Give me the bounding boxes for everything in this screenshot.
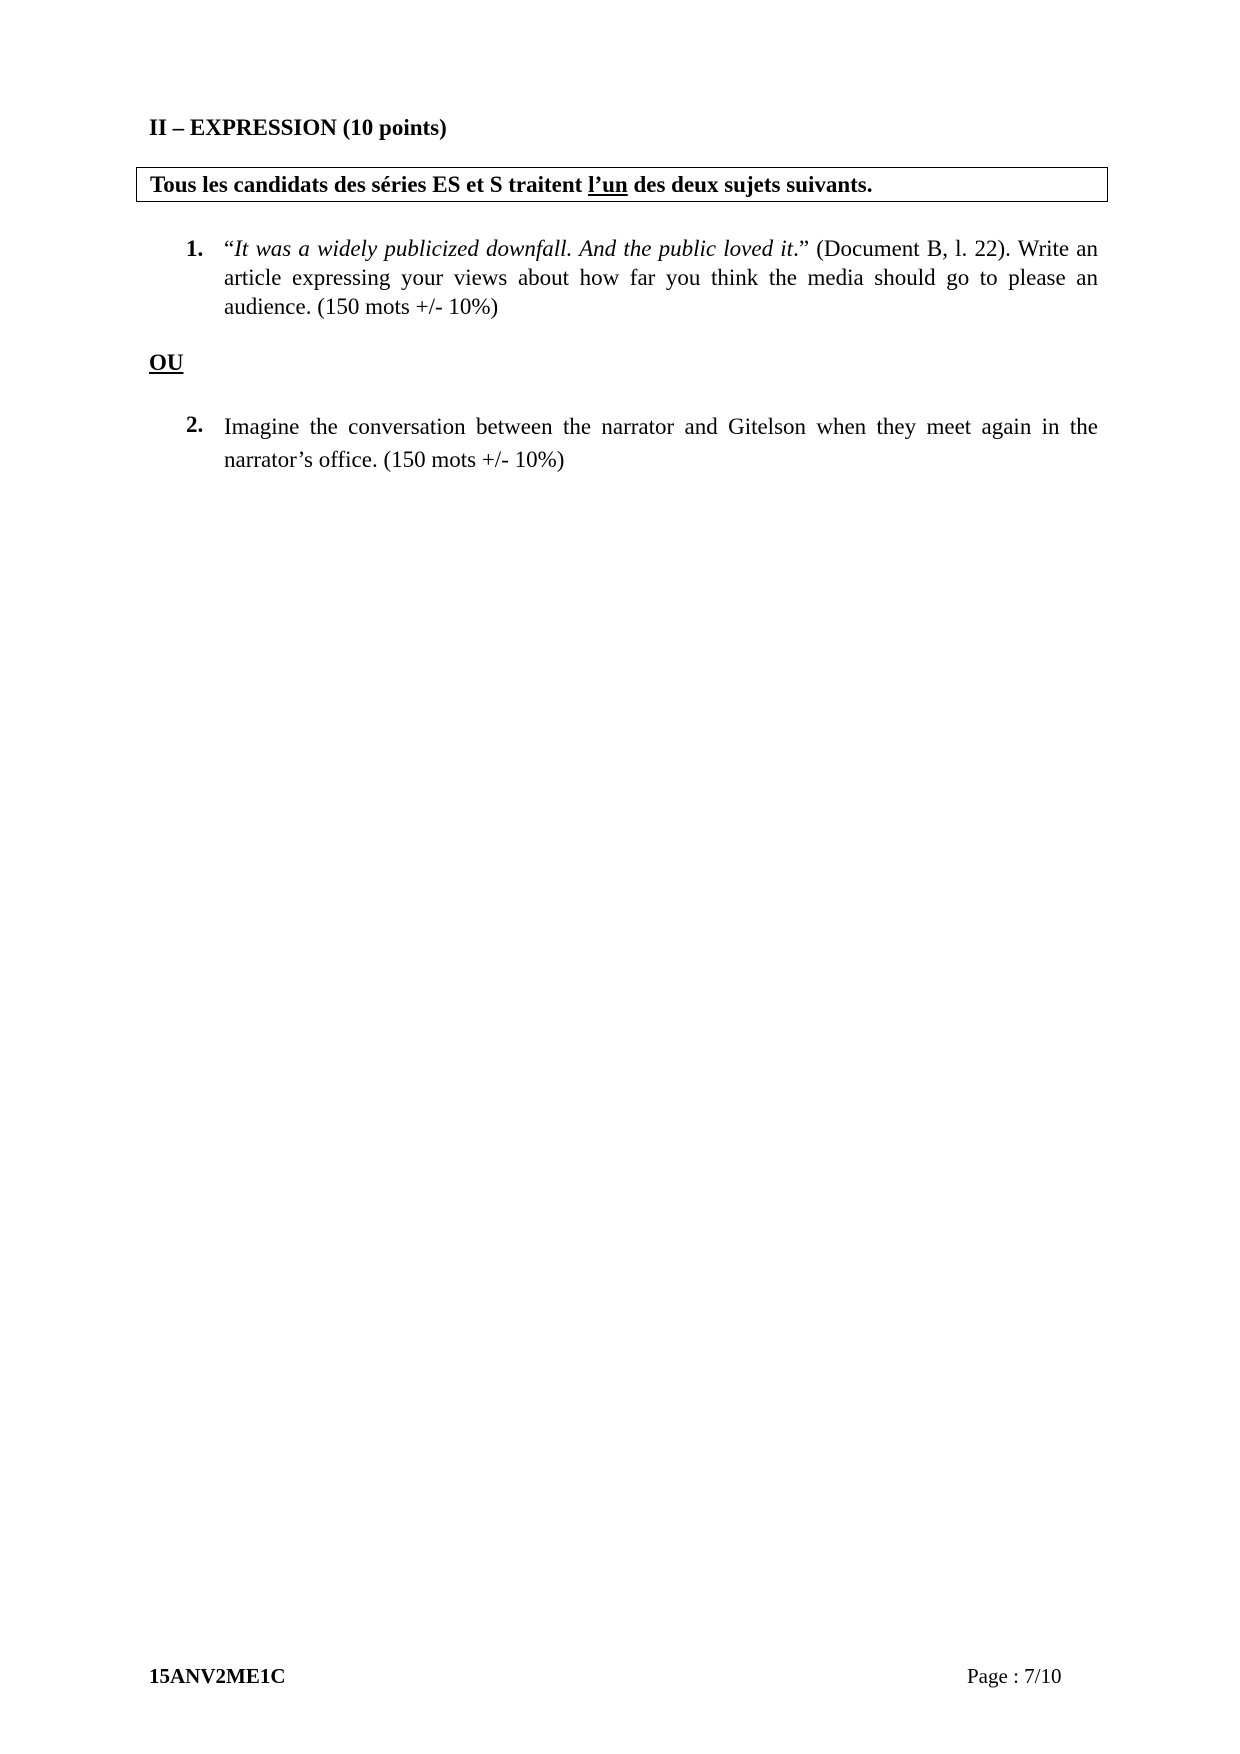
- question-body: [224, 234, 1098, 321]
- instruction-text-after: des deux sujets suivants.: [627, 172, 873, 197]
- or-label: OU: [149, 350, 184, 375]
- question-2: [186, 410, 1098, 476]
- quote-close-mark: .”: [793, 236, 810, 261]
- question-1: [186, 234, 1098, 321]
- quote-open-mark: “: [224, 236, 235, 261]
- instruction-text-underlined: l’un: [588, 172, 628, 197]
- instruction-text-before: Tous les candidats des séries ES et S traitent: [150, 172, 589, 197]
- instruction-box: [136, 167, 1108, 202]
- section-title: II – EXPRESSION (10 points): [149, 115, 447, 140]
- question-quote: It was a widely publicized downfall. And the public loved it: [234, 236, 794, 261]
- question-reference: (Document B, l. 22).: [809, 236, 1011, 261]
- question-body: [224, 410, 1098, 476]
- question-text: Imagine the conversation between the narrator and Gitelson when they meet again in the narrator’s office. (150 mots +/- 10%): [224, 414, 1098, 472]
- footer-exam-code: 15ANV2ME1C: [149, 1664, 286, 1688]
- question-number: 1.: [186, 236, 204, 261]
- question-text: Write an article expressing your views about how far you think the media should go to please an audience. (150 mots +/- 10%): [224, 236, 1099, 319]
- footer-page-number: Page : 7/10: [967, 1664, 1062, 1688]
- question-number: 2.: [186, 412, 204, 437]
